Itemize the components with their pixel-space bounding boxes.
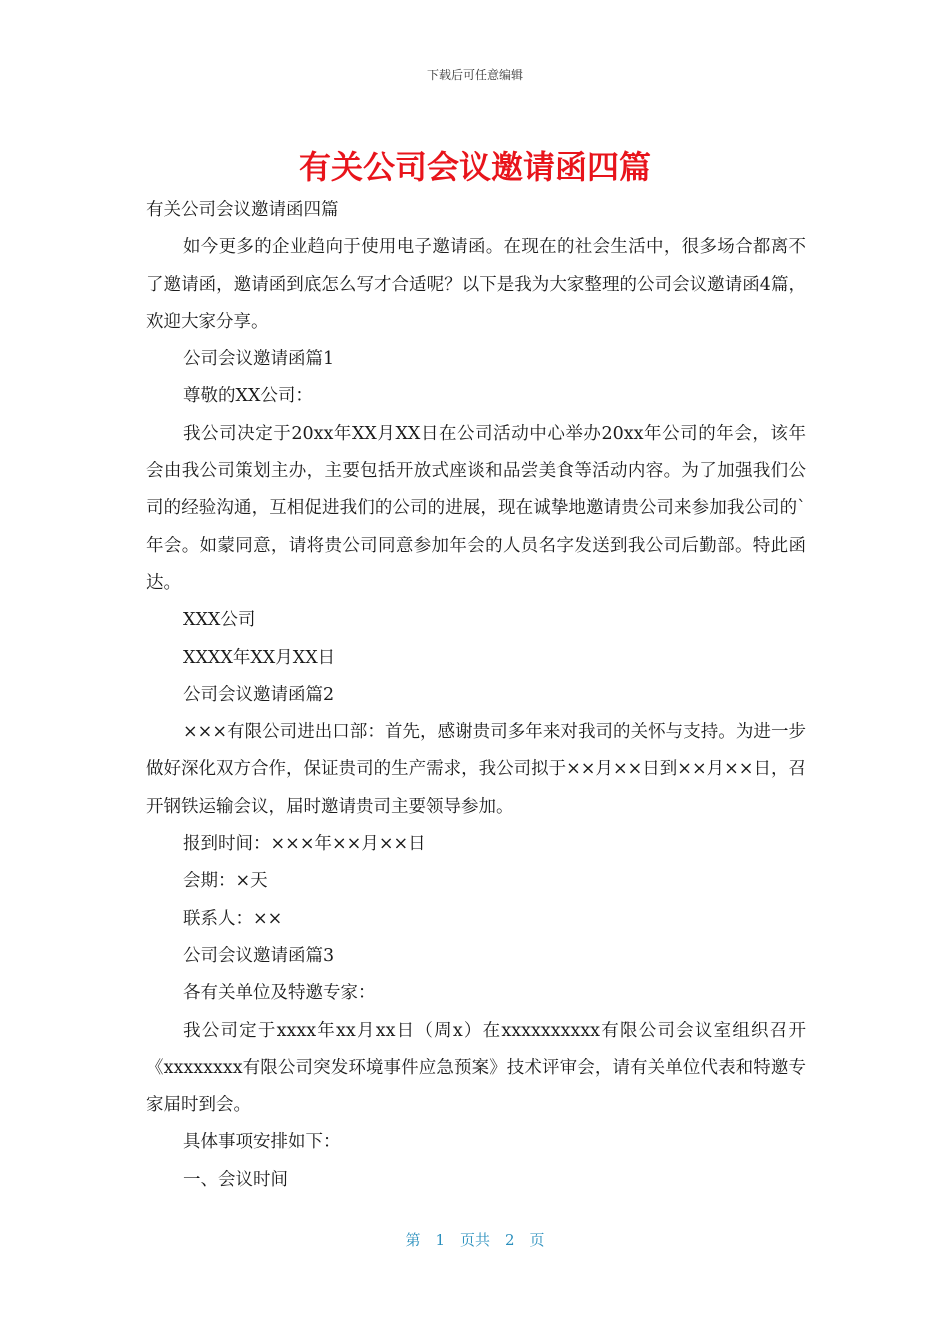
arrangement-intro: 具体事项安排如下： — [183, 1132, 341, 1153]
document-title: 有关公司会议邀请函四篇 — [298, 148, 651, 186]
document-body — [146, 192, 806, 1199]
subtitle-line: 有关公司会议邀请函四篇 — [146, 200, 339, 220]
item-meeting-time: 一、会议时间 — [183, 1169, 288, 1190]
letter-body-3: 我公司定于xxxx年xx月xx日（周x）在xxxxxxxxxx有限公司会议室组织召开《xxxxxxxx有限公司突发环境事件应急预案》技术评审会，请有关单位代表和特邀专家届时到会。 — [146, 1020, 806, 1116]
section-heading-2: 公司会议邀请函篇2 — [183, 684, 335, 705]
section-heading-3: 公司会议邀请函篇3 — [183, 945, 335, 966]
salutation-1: 尊敬的XX公司： — [183, 386, 313, 407]
meeting-duration: 会期：×天 — [183, 871, 268, 892]
page-footer: 第 1 页共 2 页 — [405, 1231, 545, 1249]
section-heading-1: 公司会议邀请函篇1 — [183, 349, 335, 370]
salutation-3: 各有关单位及特邀专家： — [183, 983, 376, 1004]
contact-person: 联系人：×× — [183, 908, 283, 929]
signature-date: XXXX年XX月XX日 — [183, 647, 336, 668]
header-note: 下载后可任意编辑 — [426, 68, 523, 82]
letter-body-1: 我公司决定于20xx年XX月XX日在公司活动中心举办20xx年公司的年会，该年会由我公司策划主办，主要包括开放式座谈和品尝美食等活动内容。为了加强我们公司的经验沟通，互相促进我们的公司的进展，现在诚挚地邀请贵公司来参加我公司的`年会。如蒙同意，请将贵公司同意参加年会的人员名字发送到我公司后勤部。特此函达。 — [146, 423, 806, 593]
signature-company: XXX公司 — [183, 610, 256, 631]
report-time: 报到时间：×××年××月××日 — [183, 834, 426, 855]
letter-body-2: ×××有限公司进出口部：首先，感谢贵司多年来对我司的关怀与支持。为进一步做好深化双方合作，保证贵司的生产需求，我公司拟于××月××日到××月××日，召开钢铁运输会议，届时邀请贵司主要领导参加。 — [146, 722, 806, 817]
intro-paragraph: 如今更多的企业趋向于使用电子邀请函。在现在的社会生活中，很多场合都离不了邀请函，邀请函到底怎么写才合适呢？以下是我为大家整理的公司会议邀请函4篇，欢迎大家分享。 — [146, 237, 806, 332]
